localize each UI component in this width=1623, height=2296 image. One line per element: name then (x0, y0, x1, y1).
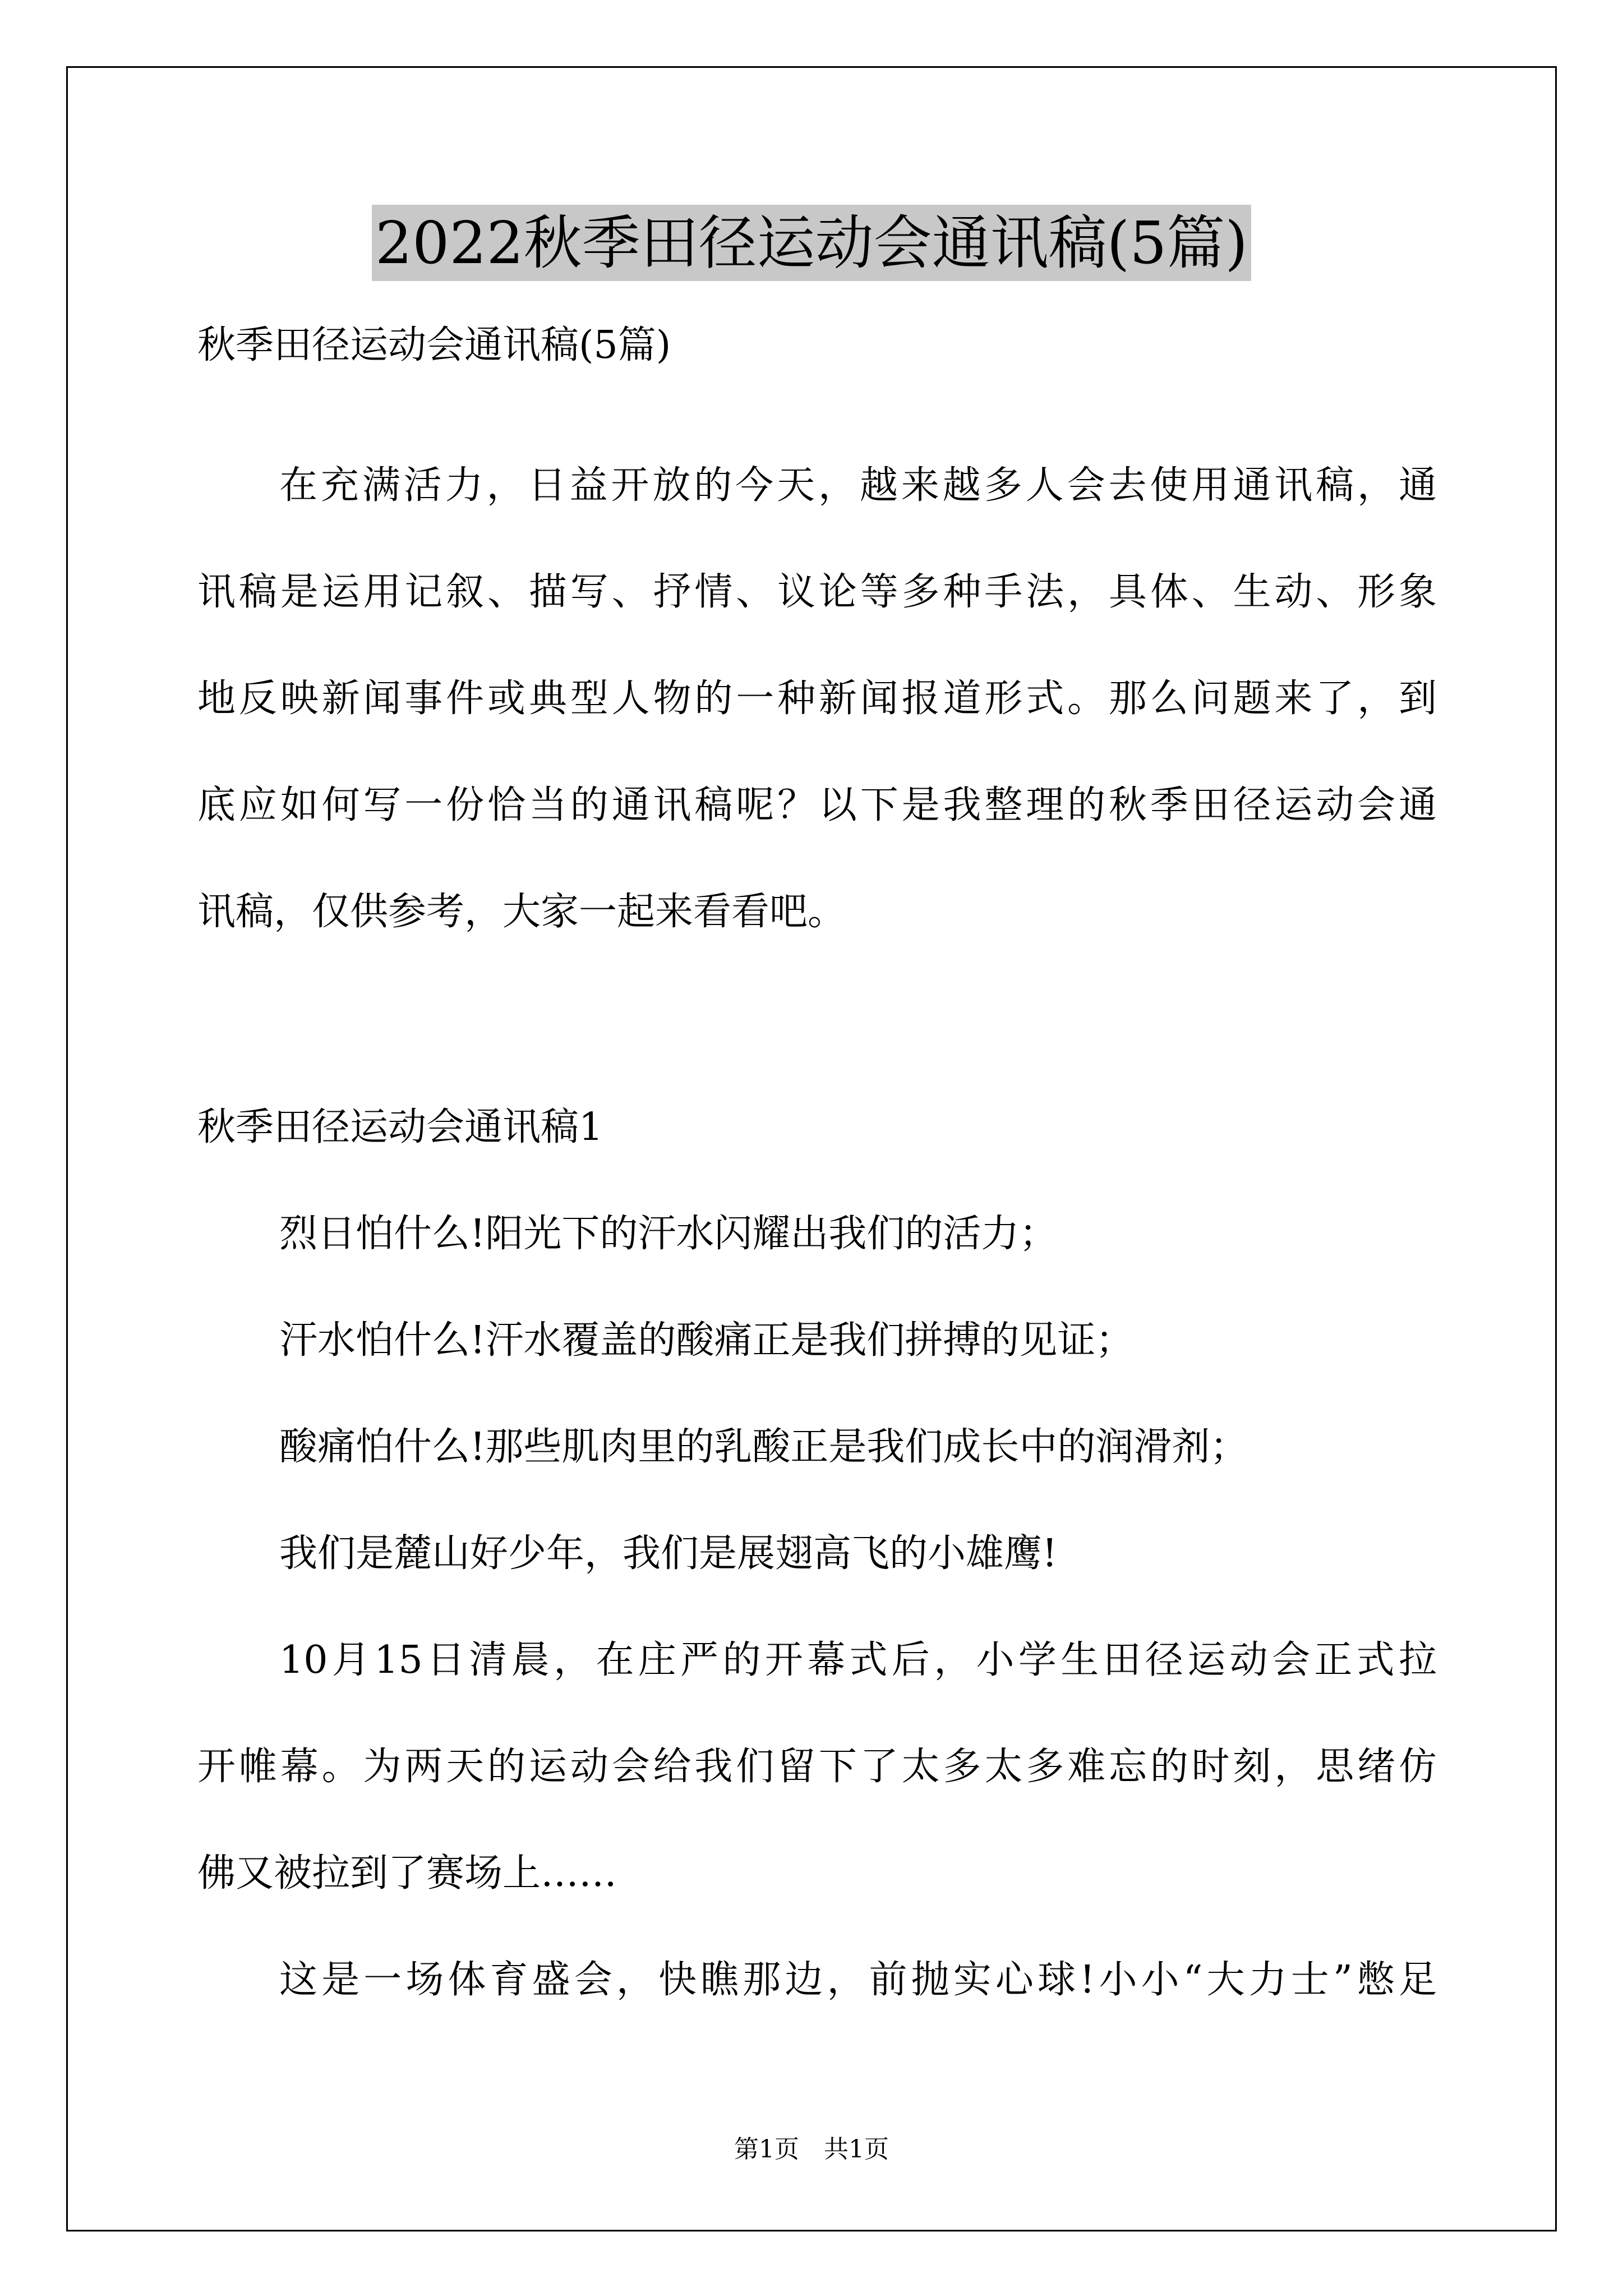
page-footer: 第1页 共1页 (734, 2135, 889, 2164)
paragraph-line: 10月15日清晨，在庄严的开幕式后，小学生田径运动会正式拉 (279, 1638, 1437, 1682)
document-title: 2022秋季田径运动会通讯稿(5篇) (372, 205, 1251, 281)
intro-line: 在充满活力，日益开放的今天，越来越多人会去使用通讯稿，通 (279, 463, 1437, 508)
intro-line: 地反映新闻事件或典型人物的一种新闻报道形式。那么问题来了，到 (197, 677, 1437, 721)
section-heading: 秋季田径运动会通讯稿1 (197, 1105, 603, 1149)
intro-line: 讯稿，仅供参考，大家一起来看看吧。 (197, 890, 846, 934)
poem-line: 酸痛怕什么!那些肌肉里的乳酸正是我们成长中的润滑剂； (279, 1425, 1248, 1469)
title-container (0, 205, 1623, 281)
poem-line: 汗水怕什么!汗水覆盖的酸痛正是我们拼搏的见证； (279, 1318, 1134, 1363)
paragraph-line: 佛又被拉到了赛场上…… (197, 1851, 617, 1895)
intro-line: 底应如何写一份恰当的通讯稿呢？以下是我整理的秋季田径运动会通 (197, 783, 1437, 827)
document-subtitle: 秋季田径运动会通讯稿(5篇) (197, 323, 671, 367)
poem-line: 烈日怕什么!阳光下的汗水闪耀出我们的活力； (279, 1212, 1058, 1256)
paragraph-line: 这是一场体育盛会，快瞧那边，前抛实心球!小小“大力士”憋足 (279, 1958, 1437, 2002)
paragraph-line: 开帷幕。为两天的运动会给我们留下了太多太多难忘的时刻，思绪仿 (197, 1745, 1437, 1789)
poem-line: 我们是麓山好少年，我们是展翅高飞的小雄鹰! (279, 1531, 1058, 1576)
intro-line: 讯稿是运用记叙、描写、抒情、议论等多种手法，具体、生动、形象 (197, 570, 1437, 614)
